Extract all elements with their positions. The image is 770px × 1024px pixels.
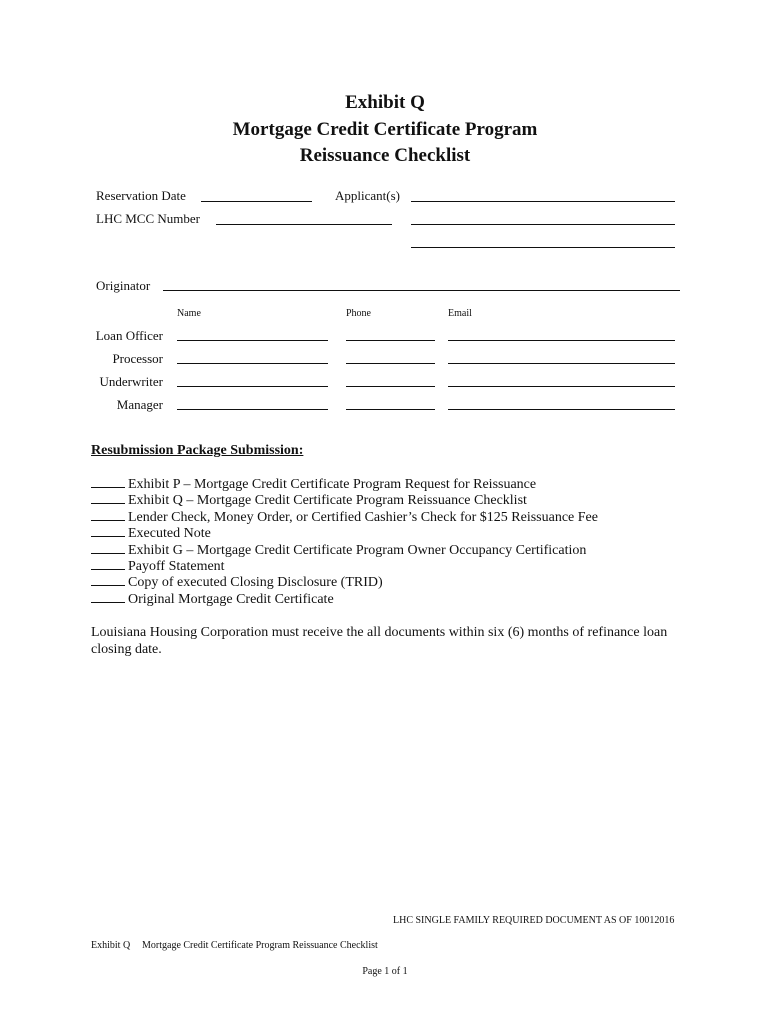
originator-field[interactable] (163, 290, 680, 291)
lhc-mcc-number-label: LHC MCC Number (96, 211, 200, 226)
applicants-label: Applicant(s) (335, 188, 400, 203)
manager-label: Manager (116, 397, 163, 412)
page-number: Page 1 of 1 (362, 966, 408, 977)
deadline-note: Louisiana Housing Corporation must receive the all documents within six (6) months of refinance loan closing date. (91, 625, 668, 657)
checklist-item-text: Exhibit Q – Mortgage Credit Certificate Program Reissuance Checklist (128, 493, 527, 508)
checklist-item-text: Original Mortgage Credit Certificate (128, 592, 334, 607)
underwriter-label: Underwriter (99, 374, 163, 389)
column-name-header: Name (177, 308, 201, 319)
column-phone-header: Phone (346, 308, 371, 319)
checklist-item-text: Payoff Statement (128, 559, 225, 574)
manager-name-field[interactable] (177, 409, 328, 410)
checklist-item-blank[interactable] (91, 590, 125, 603)
checklist-item-blank[interactable] (91, 557, 125, 570)
checklist-item-blank[interactable] (91, 508, 125, 521)
checklist-item-text: Exhibit P – Mortgage Credit Certificate Program Request for Reissuance (128, 477, 537, 492)
checklist-item-blank[interactable] (91, 475, 125, 488)
footer-exhibit-label: Exhibit Q (91, 940, 131, 951)
lhc-mcc-number-field[interactable] (216, 224, 392, 225)
processor-email-field[interactable] (448, 363, 675, 364)
underwriter-phone-field[interactable] (346, 386, 435, 387)
required-document-notice: LHC SINGLE FAMILY REQUIRED DOCUMENT AS OF 10012016 (393, 915, 675, 926)
document-subtitle-2: Reissuance Checklist (299, 145, 471, 166)
footer-document-name: Mortgage Credit Certificate Program Reissuance Checklist (142, 940, 378, 951)
applicant-field-2[interactable] (411, 224, 675, 225)
checklist-item-text: Exhibit G – Mortgage Credit Certificate Program Owner Occupancy Certification (128, 543, 587, 558)
checklist-item (91, 491, 527, 509)
loan-officer-name-field[interactable] (177, 340, 328, 341)
manager-phone-field[interactable] (346, 409, 435, 410)
originator-label: Originator (96, 278, 151, 293)
processor-name-field[interactable] (177, 363, 328, 364)
applicant-field-1[interactable] (411, 201, 675, 202)
processor-phone-field[interactable] (346, 363, 435, 364)
underwriter-name-field[interactable] (177, 386, 328, 387)
processor-label: Processor (112, 351, 163, 366)
checklist-item-text: Lender Check, Money Order, or Certified Cashier’s Check for $125 Reissuance Fee (128, 510, 598, 525)
document-title: Exhibit Q (345, 92, 425, 113)
applicant-field-3[interactable] (411, 247, 675, 248)
underwriter-email-field[interactable] (448, 386, 675, 387)
document-subtitle: Mortgage Credit Certificate Program (232, 119, 538, 140)
checklist-item-text: Executed Note (128, 526, 211, 541)
checklist-item-text: Copy of executed Closing Disclosure (TRID) (128, 575, 383, 590)
checklist-item (91, 590, 334, 608)
checklist-item-blank[interactable] (91, 541, 125, 554)
loan-officer-email-field[interactable] (448, 340, 675, 341)
loan-officer-phone-field[interactable] (346, 340, 435, 341)
checklist-item (91, 573, 383, 591)
reservation-date-field[interactable] (201, 201, 312, 202)
loan-officer-label: Loan Officer (95, 328, 163, 343)
checklist-item-blank[interactable] (91, 573, 125, 586)
reservation-date-label: Reservation Date (96, 188, 186, 203)
column-email-header: Email (448, 308, 472, 319)
manager-email-field[interactable] (448, 409, 675, 410)
checklist-item (91, 524, 211, 542)
checklist-item-blank[interactable] (91, 491, 125, 504)
checklist-item-blank[interactable] (91, 524, 125, 537)
resubmission-heading: Resubmission Package Submission: (91, 443, 304, 458)
